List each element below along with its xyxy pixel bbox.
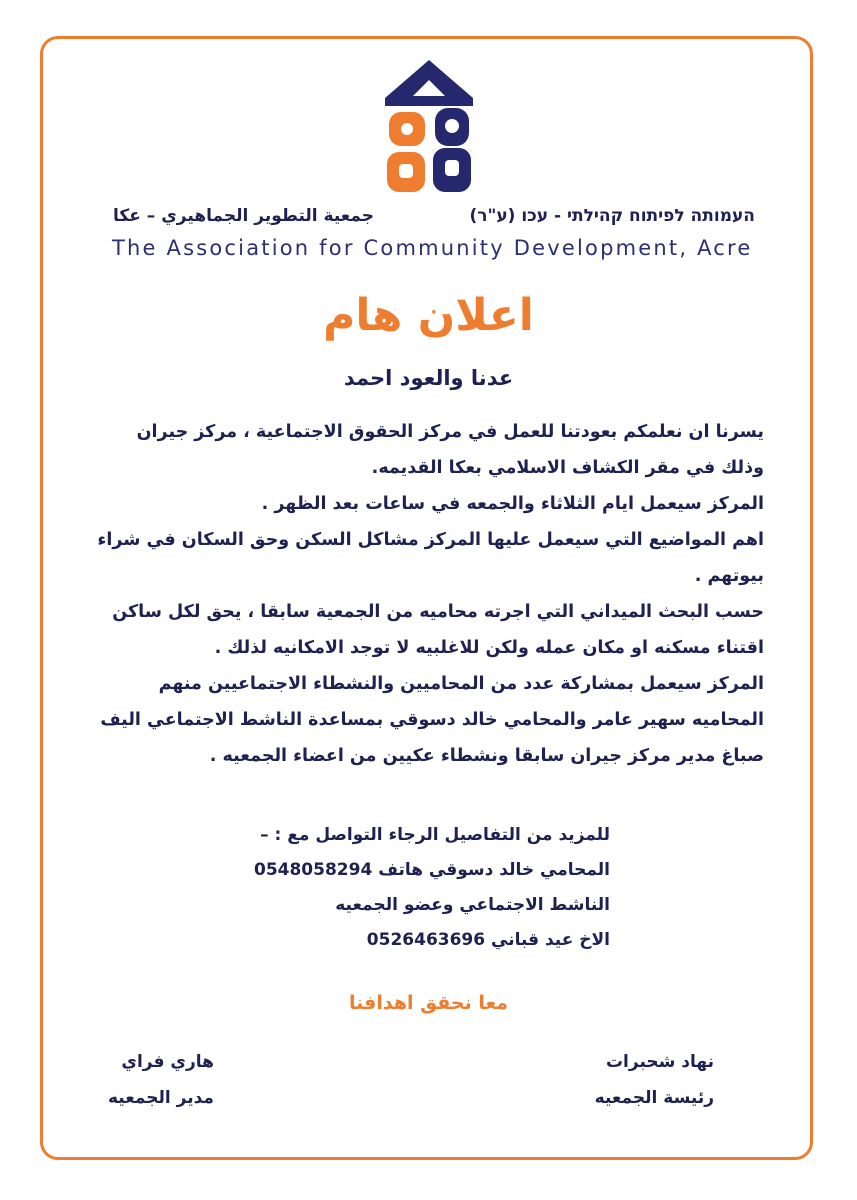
announcement-subtitle: عدنا والعود احمد	[343, 366, 514, 390]
org-name-english: The Association for Community Development, Acre	[112, 236, 753, 260]
slogan: معا نحقق اهدافنا	[349, 992, 508, 1014]
contact-lawyer: المحامي خالد دسوقي هاتف 0548058294	[253, 860, 610, 880]
org-name-line	[105, 206, 755, 232]
contact-activist-role: الناشط الاجتماعي وعضو الجمعيه	[335, 895, 610, 915]
announcement-title: اعلان هام	[323, 290, 534, 341]
contact-intro: للمزيد من التفاصيل الرجاء التواصل مع : –	[260, 825, 610, 845]
body-paragraph: اهم المواضيع التي سيعمل عليها المركز مشاكل السكن وحق السكان في شراء بيوتهم .	[97, 530, 764, 586]
signature-name: نهاد شحبرات	[605, 1052, 714, 1072]
signature-director	[108, 1044, 214, 1116]
org-name-hebrew: העמותה לפיתוח קהילתי - עכו (ע"ר)	[469, 206, 755, 226]
body-paragraph: المركز سيعمل بمشاركة عدد من المحاميين والنشطاء الاجتماعيين منهم المحاميه سهير عامر والمحامي خالد دسوقي بمساعدة الناشط الاجتماعي اليف صباغ مدير مركز جيران سابقا ونشطاء عكيين من اعضاء الجمعيه .	[100, 674, 764, 766]
signature-title: رئيسة الجمعيه	[594, 1088, 714, 1108]
body-paragraph: يسرنا ان نعلمكم بعودتنا للعمل في مركز الحقوق الاجتماعية ، مركز جيران وذلك في مقر الكشاف الاسلامي بعكا القديمه.	[136, 422, 764, 478]
body-paragraph: حسب البحث الميداني التي اجرته محاميه من الجمعية سابقا ، يحق لكل ساكن اقتناء مسكنه او مكان عمله ولكن للاغلبيه لا توجد الامكانيه لذلك .	[112, 602, 764, 658]
announcement-body	[96, 414, 764, 774]
contact-activist: الاخ عيد قباني 0526463696	[366, 930, 610, 950]
signature-name: هاري فراي	[121, 1052, 214, 1072]
association-logo	[383, 56, 475, 196]
body-paragraph: المركز سيعمل ايام الثلاثاء والجمعه في ساعات بعد الظهر .	[261, 494, 764, 514]
signature-title: مدير الجمعيه	[108, 1088, 214, 1108]
contact-block	[240, 818, 610, 958]
org-name-arabic: جمعية التطوير الجماهيري – عكا	[113, 206, 375, 226]
signature-chairwoman	[595, 1044, 714, 1116]
